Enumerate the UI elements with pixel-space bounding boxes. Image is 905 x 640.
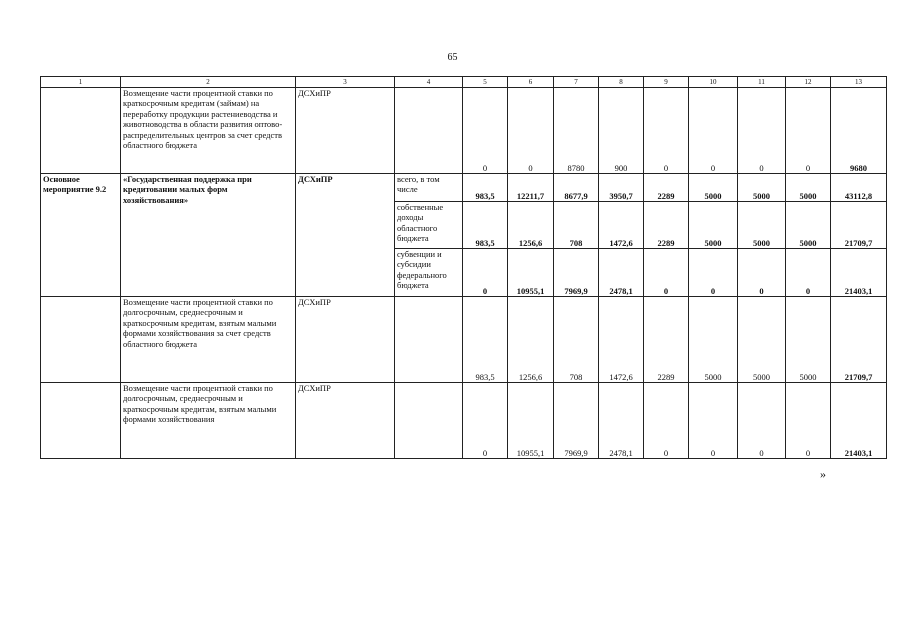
column-header-row [41,77,887,88]
value-cell: 2289 [644,297,689,383]
funding-source-cell [395,383,463,459]
value-cell: 0 [463,88,508,174]
budget-table [40,76,887,459]
value-cell: 8677,9 [554,174,599,202]
value-cell: 0 [689,249,738,297]
funding-source-cell: всего, в том числе [395,174,463,202]
value-cell: 5000 [689,202,738,249]
total-cell: 21403,1 [831,249,887,297]
column-header: 9 [644,77,689,88]
table-row [41,174,887,202]
measure-name-cell: Возмещение части процентной ставки по краткосрочным кредитам (займам) на переработку продукции растениеводства и животноводства в области развития оптово-распределительных центров за счет средств областного бюджета [121,88,296,174]
value-cell: 2289 [644,174,689,202]
total-cell: 21403,1 [831,383,887,459]
executor-cell: ДСХиПР [296,383,395,459]
value-cell: 5000 [786,202,831,249]
value-cell: 7969,9 [554,383,599,459]
value-cell: 0 [508,88,554,174]
value-cell: 0 [463,249,508,297]
table-row [41,88,887,174]
value-cell: 5000 [738,297,786,383]
column-header: 13 [831,77,887,88]
value-cell: 2289 [644,202,689,249]
value-cell: 0 [738,88,786,174]
table-row [41,297,887,383]
value-cell: 12211,7 [508,174,554,202]
value-cell: 1256,6 [508,202,554,249]
measure-name-cell: Возмещение части процентной ставки по долгосрочным, среднесрочным и краткосрочным кредитам, взятым малыми формами хозяйствования за счет средств областного бюджета [121,297,296,383]
value-cell: 5000 [738,174,786,202]
funding-source-cell: субвенции и субсидии федерального бюджета [395,249,463,297]
total-cell: 9680 [831,88,887,174]
funding-source-cell: собственные доходы областного бюджета [395,202,463,249]
value-cell: 5000 [738,202,786,249]
page-number: 65 [447,52,458,63]
column-header: 8 [599,77,644,88]
value-cell: 10955,1 [508,383,554,459]
value-cell: 10955,1 [508,249,554,297]
value-cell: 5000 [689,297,738,383]
value-cell: 0 [689,88,738,174]
column-header: 12 [786,77,831,88]
column-header: 6 [508,77,554,88]
row-code-cell [41,297,121,383]
funding-source-cell [395,88,463,174]
value-cell: 1472,6 [599,297,644,383]
measure-name-cell: «Государственная поддержка при кредитовании малых форм хозяйствования» [121,174,296,297]
closing-quote-mark: » [820,467,826,481]
value-cell: 0 [738,383,786,459]
value-cell: 3950,7 [599,174,644,202]
column-header: 1 [41,77,121,88]
value-cell: 7969,9 [554,249,599,297]
value-cell: 0 [644,383,689,459]
executor-cell: ДСХиПР [296,297,395,383]
measure-name-cell: Возмещение части процентной ставки по долгосрочным, среднесрочным и краткосрочным кредитам, взятым малыми формами хозяйствования [121,383,296,459]
column-header: 10 [689,77,738,88]
column-header: 7 [554,77,599,88]
value-cell: 708 [554,297,599,383]
column-header: 5 [463,77,508,88]
value-cell: 1256,6 [508,297,554,383]
value-cell: 983,5 [463,202,508,249]
value-cell: 2478,1 [599,249,644,297]
column-header: 2 [121,77,296,88]
value-cell: 8780 [554,88,599,174]
value-cell: 708 [554,202,599,249]
value-cell: 5000 [786,174,831,202]
value-cell: 0 [738,249,786,297]
value-cell: 0 [689,383,738,459]
total-cell: 21709,7 [831,202,887,249]
value-cell: 0 [463,383,508,459]
value-cell: 0 [644,249,689,297]
value-cell: 900 [599,88,644,174]
total-cell: 43112,8 [831,174,887,202]
column-header: 4 [395,77,463,88]
column-header: 3 [296,77,395,88]
value-cell: 5000 [689,174,738,202]
funding-source-cell [395,297,463,383]
value-cell: 0 [786,383,831,459]
row-code-cell [41,383,121,459]
value-cell: 983,5 [463,297,508,383]
value-cell: 0 [786,88,831,174]
value-cell: 0 [786,249,831,297]
value-cell: 1472,6 [599,202,644,249]
column-header: 11 [738,77,786,88]
total-cell: 21709,7 [831,297,887,383]
value-cell: 2478,1 [599,383,644,459]
row-code-cell [41,88,121,174]
value-cell: 0 [644,88,689,174]
executor-cell: ДСХиПР [296,88,395,174]
table-row [41,383,887,459]
executor-cell: ДСХиПР [296,174,395,297]
value-cell: 5000 [786,297,831,383]
value-cell: 983,5 [463,174,508,202]
measure-code-cell: Основное мероприятие 9.2 [41,174,121,297]
